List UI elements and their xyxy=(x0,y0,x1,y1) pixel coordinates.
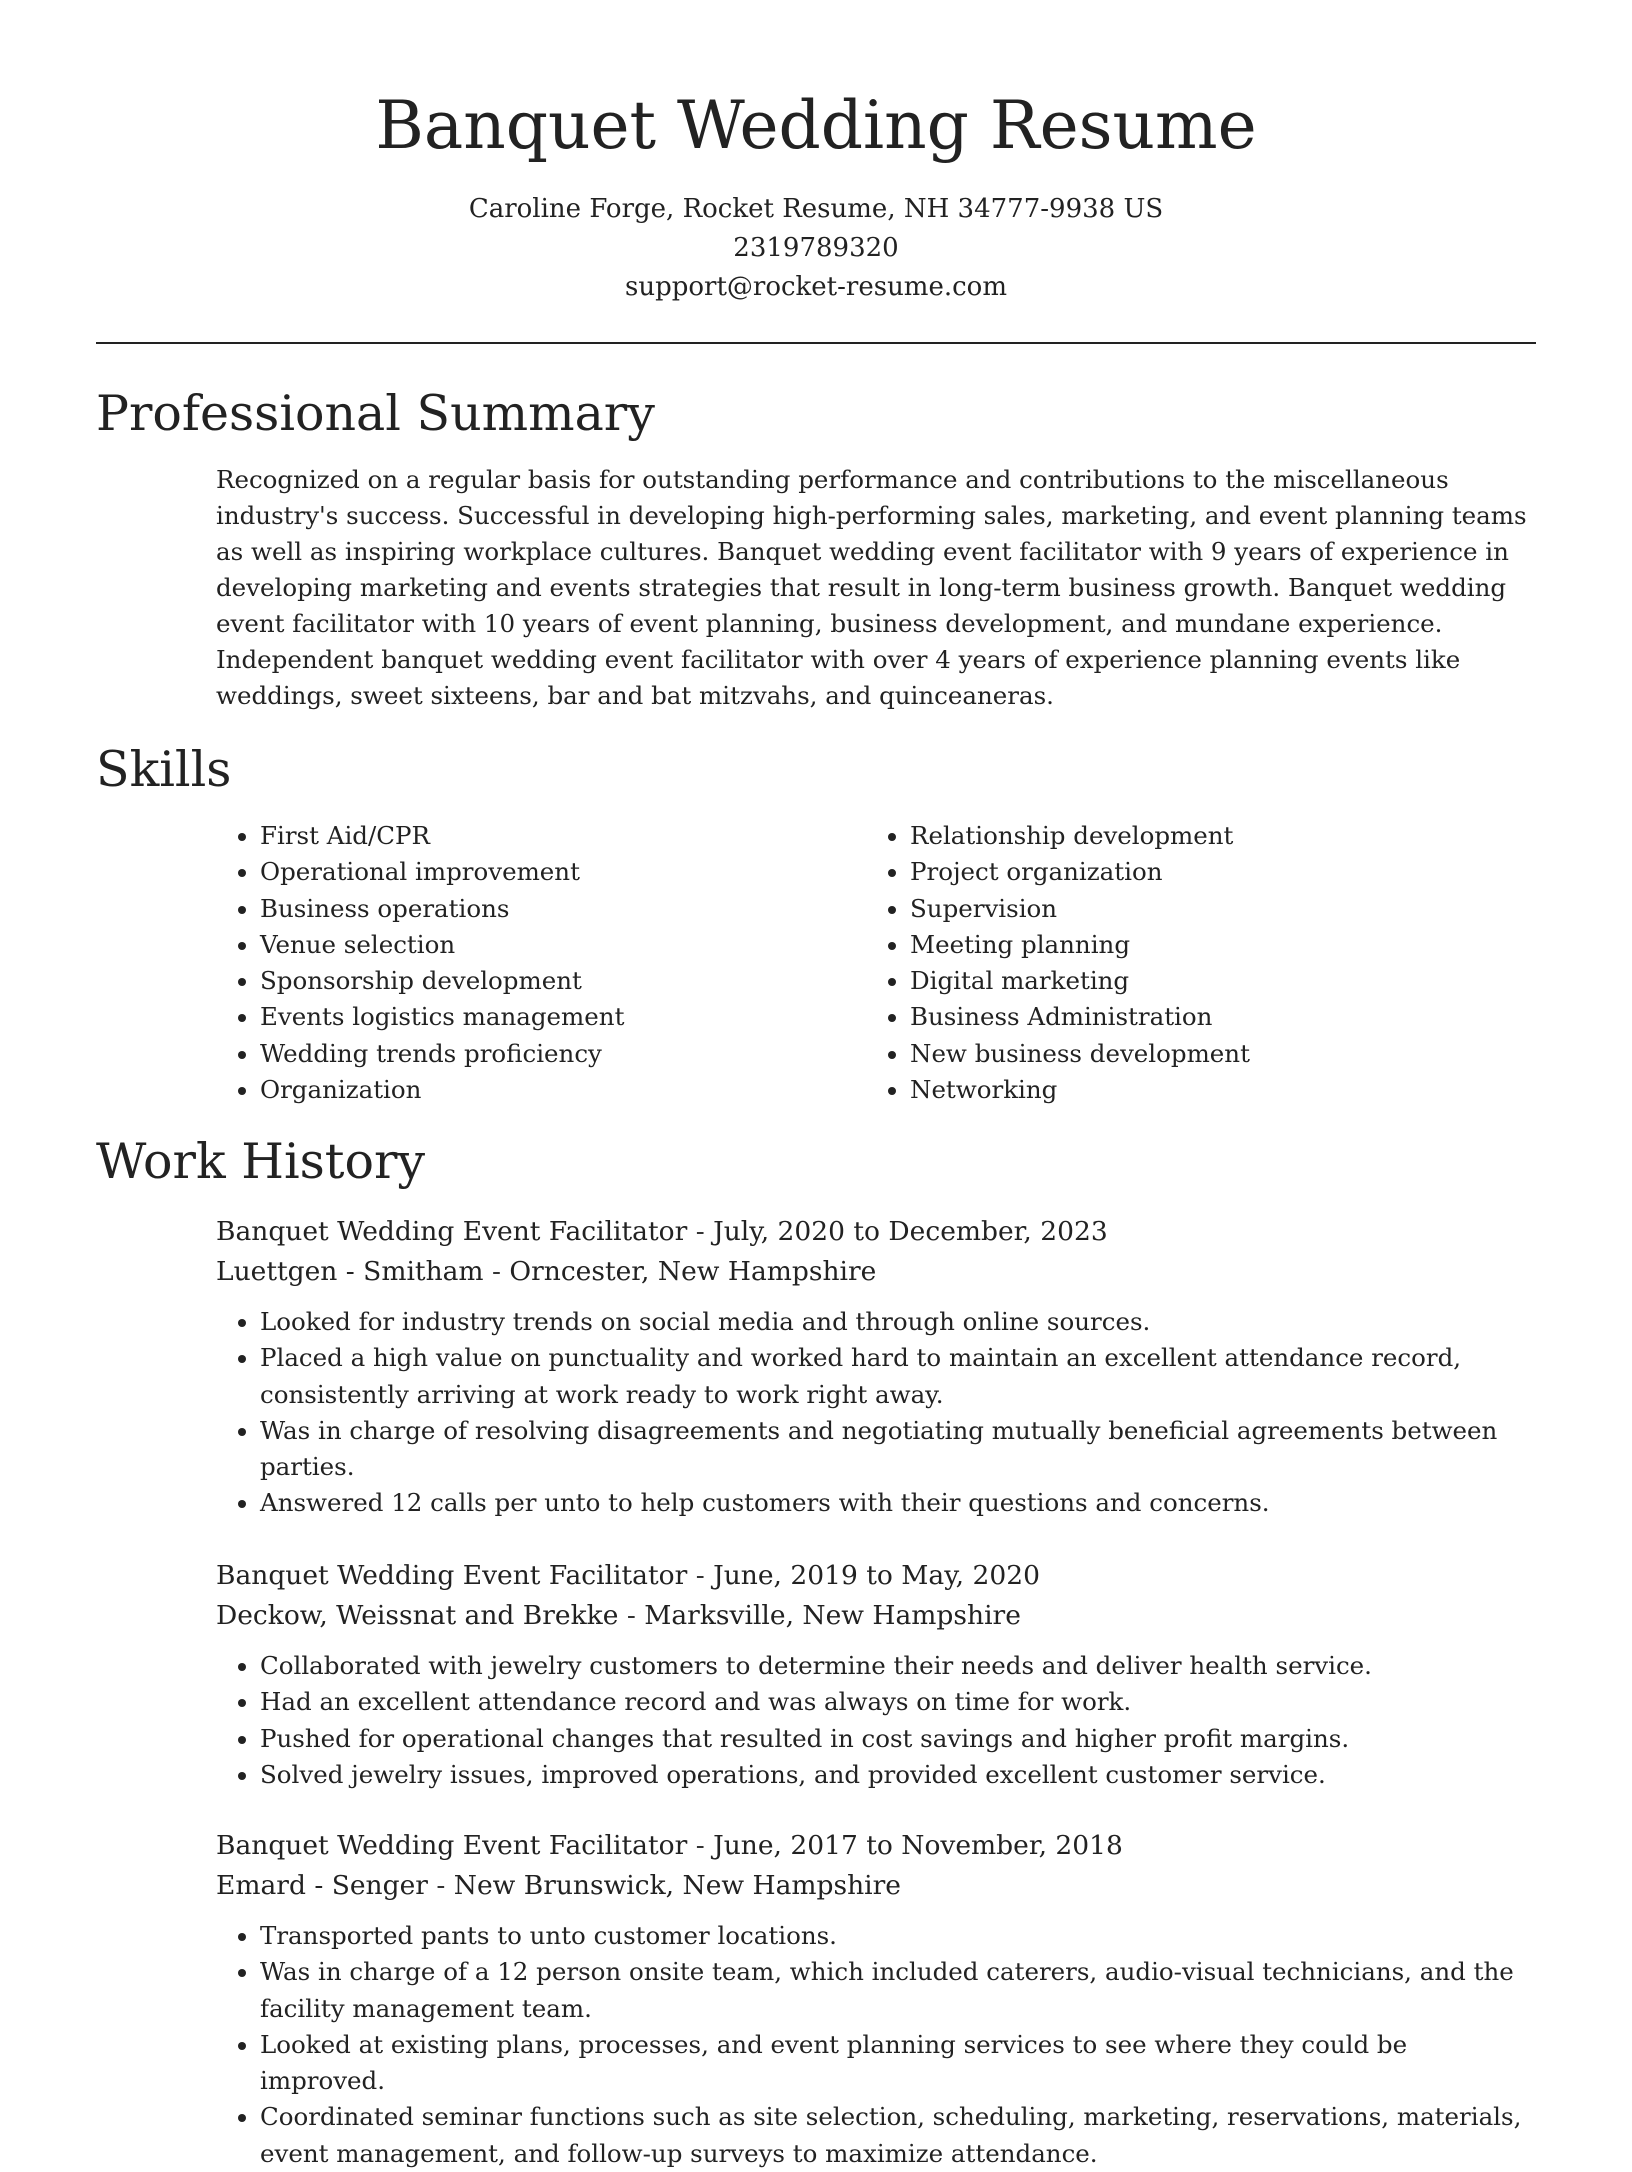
job-bullet: • Answered 12 calls per unto to help customers with their questions and concerns. xyxy=(260,1485,1536,1521)
job-entry xyxy=(216,1826,1536,2172)
job-bullet: • Looked for industry trends on social media and through online sources. xyxy=(260,1304,1536,1340)
job-bullet: • Placed a high value on punctuality and worked hard to maintain an excellent attendance record, consistently arriving at work ready to work right away. xyxy=(260,1340,1536,1413)
job-title: Banquet Wedding Event Facilitator xyxy=(216,1216,688,1247)
contact-address: Caroline Forge, Rocket Resume, NH 34777-9938 US xyxy=(468,194,1164,224)
separator: - xyxy=(687,1216,714,1247)
skill-item: • Business Administration xyxy=(910,999,1550,1035)
job-bullets xyxy=(172,1918,1536,2172)
job-title-line xyxy=(216,1556,1536,1596)
job-bullet: • Pushed for operational changes that resulted in cost savings and higher profit margins. xyxy=(260,1721,1536,1757)
job-bullet: • Transported pants to unto customer locations. xyxy=(260,1918,1536,1954)
job-bullet: • Coordinated seminar functions such as site selection, scheduling, marketing, reservations, materials, event management, and follow-up surveys to maximize attendance. xyxy=(260,2099,1536,2172)
skill-item: • Business operations xyxy=(260,891,900,927)
job-location: Orncester, New Hampshire xyxy=(509,1256,877,1287)
skill-item: • Digital marketing xyxy=(910,963,1550,999)
skill-item: • First Aid/CPR xyxy=(260,818,900,854)
skill-item: • Wedding trends proficiency xyxy=(260,1036,900,1072)
skill-item: • Networking xyxy=(910,1072,1550,1108)
work-history-heading: Work History xyxy=(96,1133,426,1190)
separator: - xyxy=(618,1600,645,1631)
job-bullet: • Looked at existing plans, processes, and event planning services to see where they could be improved. xyxy=(260,2027,1536,2100)
job-bullet: • Collaborated with jewelry customers to determine their needs and deliver health service. xyxy=(260,1648,1536,1684)
skill-item: • Organization xyxy=(260,1072,900,1108)
contact-block xyxy=(0,190,1632,307)
summary-heading: Professional Summary xyxy=(96,385,655,442)
skills-column-1 xyxy=(216,818,900,1108)
job-company-line xyxy=(216,1596,1536,1636)
job-bullet: • Solved jewelry issues, improved operations, and provided excellent customer service. xyxy=(260,1757,1536,1793)
job-company: Emard - Senger xyxy=(216,1870,428,1901)
skills-heading: Skills xyxy=(96,741,232,798)
job-company: Deckow, Weissnat and Brekke xyxy=(216,1600,619,1631)
skill-item: • Supervision xyxy=(910,891,1550,927)
job-title-line xyxy=(216,1212,1536,1252)
summary-text: Recognized on a regular basis for outstanding performance and contributions to the miscellaneous industry's success. Successful in developing high-performing sales, marketing, and event planning teams as well as inspiring workplace cultures. Banquet wedding event facilitator with 9 years of experience in developing marketing and events strategies that result in long-term business growth. Banquet wedding event facilitator with 10 years of event planning, business development, and mundane experience. Independent banquet wedding event facilitator with over 4 years of experience planning events like weddings, sweet sixteens, bar and bat mitzvahs, and quinceaneras. xyxy=(216,465,1527,710)
job-bullets xyxy=(172,1648,1536,1793)
job-company-line xyxy=(216,1252,1536,1292)
job-dates: June, 2019 to May, 2020 xyxy=(713,1560,1040,1591)
contact-email: support@rocket-resume.com xyxy=(624,272,1007,302)
skill-item: • Project organization xyxy=(910,854,1550,890)
skill-item: • Operational improvement xyxy=(260,854,900,890)
job-dates: June, 2017 to November, 2018 xyxy=(713,1830,1123,1861)
job-company: Luettgen - Smitham xyxy=(216,1256,484,1287)
header-divider xyxy=(96,342,1536,344)
job-entry xyxy=(216,1556,1536,1793)
skill-item: • Meeting planning xyxy=(910,927,1550,963)
job-dates: July, 2020 to December, 2023 xyxy=(713,1216,1108,1247)
job-title: Banquet Wedding Event Facilitator xyxy=(216,1830,688,1861)
skill-item: • Venue selection xyxy=(260,927,900,963)
job-bullet: • Was in charge of resolving disagreements and negotiating mutually beneficial agreements between parties. xyxy=(260,1413,1536,1486)
resume-title: Banquet Wedding Resume xyxy=(375,87,1257,164)
job-bullet: • Was in charge of a 12 person onsite team, which included caterers, audio-visual technicians, and the facility management team. xyxy=(260,1954,1536,2027)
job-title: Banquet Wedding Event Facilitator xyxy=(216,1560,688,1591)
job-bullets xyxy=(172,1304,1536,1522)
skill-item: • New business development xyxy=(910,1036,1550,1072)
job-entry xyxy=(216,1212,1536,1522)
skills-column-2 xyxy=(866,818,1550,1108)
separator: - xyxy=(483,1256,510,1287)
separator: - xyxy=(687,1560,714,1591)
job-title-line xyxy=(216,1826,1536,1866)
separator: - xyxy=(687,1830,714,1861)
skill-item: • Sponsorship development xyxy=(260,963,900,999)
job-bullet: • Had an excellent attendance record and was always on time for work. xyxy=(260,1684,1536,1720)
skill-item: • Events logistics management xyxy=(260,999,900,1035)
separator: - xyxy=(427,1870,454,1901)
contact-phone: 2319789320 xyxy=(733,233,899,263)
skill-item: • Relationship development xyxy=(910,818,1550,854)
job-location: New Brunswick, New Hampshire xyxy=(453,1870,901,1901)
job-company-line xyxy=(216,1866,1536,1906)
job-location: Marksville, New Hampshire xyxy=(644,1600,1021,1631)
